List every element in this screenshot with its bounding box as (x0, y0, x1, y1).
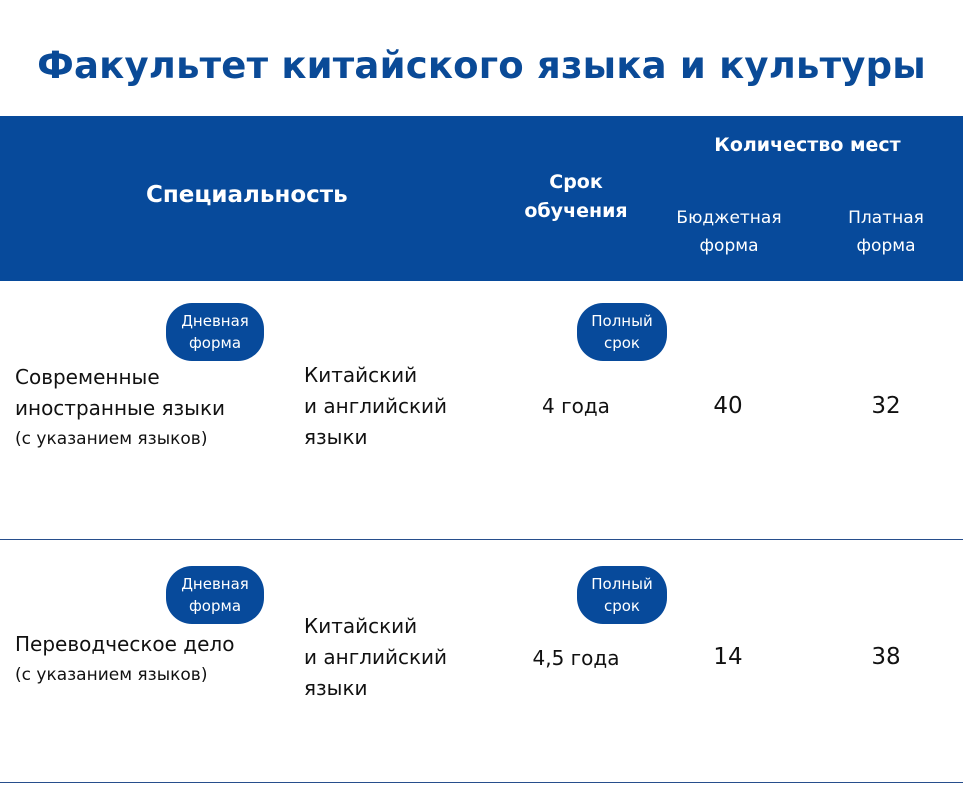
header-paid-line1: Платная (848, 208, 924, 228)
term-badge (577, 303, 667, 361)
form-badge (166, 303, 264, 361)
header-paid (830, 204, 942, 260)
header-budget-line1: Бюджетная (676, 208, 782, 228)
languages-line3: языки (304, 425, 368, 449)
languages-line3: языки (304, 676, 368, 700)
term-value: 4,5 года (532, 646, 620, 670)
budget-seats: 14 (713, 644, 743, 670)
term-badge (577, 566, 667, 624)
form-badge-line1: Дневная (181, 312, 249, 330)
budget-seats: 40 (713, 393, 743, 419)
form-badge-line2: форма (188, 334, 242, 352)
languages-line2: и английский (304, 645, 448, 669)
languages-line1: Китайский (304, 614, 418, 638)
header-term-line2: обучения (524, 200, 628, 222)
specialty-note: (с указанием языков) (15, 429, 208, 449)
form-badge (166, 566, 264, 624)
languages (304, 360, 474, 453)
header-seats: Количество мест (714, 134, 901, 156)
paid-seats: 38 (871, 644, 901, 670)
paid-seats: 32 (871, 393, 901, 419)
term-badge-line1: Полный (591, 312, 653, 330)
header-specialty: Специальность (146, 182, 348, 208)
header-term-line1: Срок (549, 171, 603, 193)
specialty-note: (с указанием языков) (15, 665, 208, 685)
header-paid-line2: форма (856, 236, 916, 256)
page-title: Факультет китайского языка и культуры (37, 44, 926, 87)
term-badge-line2: срок (603, 597, 640, 615)
term-badge-line2: срок (603, 334, 640, 352)
term-badge-line1: Полный (591, 575, 653, 593)
form-badge-line1: Дневная (181, 575, 249, 593)
header-budget-line2: форма (699, 236, 759, 256)
header-budget (668, 204, 790, 260)
languages-line1: Китайский (304, 363, 418, 387)
header-term (516, 168, 636, 226)
term-value: 4 года (542, 394, 610, 418)
specialty-name: Переводческое дело (15, 632, 235, 656)
table-row (0, 281, 963, 540)
form-badge-line2: форма (188, 597, 242, 615)
table-header (0, 116, 963, 281)
specialty-name: Современные иностранные языки (15, 365, 226, 420)
languages (304, 611, 474, 704)
languages-line2: и английский (304, 394, 448, 418)
table-row (0, 540, 963, 783)
